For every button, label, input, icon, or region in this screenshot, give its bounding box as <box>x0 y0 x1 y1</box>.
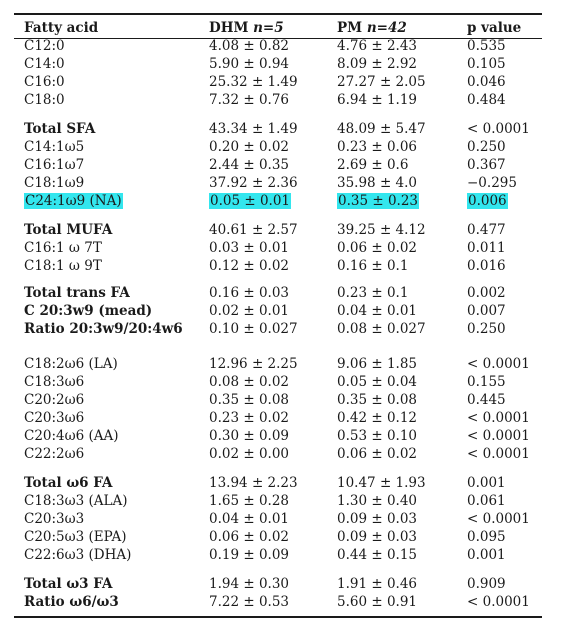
row-dhm-text: 0.30 ± 0.09 <box>209 428 290 444</box>
row-label-text: C18:2ω6 (LA) <box>24 356 118 372</box>
row-pm-text: 48.09 ± 5.47 <box>337 121 426 137</box>
row-dhm-text: 4.08 ± 0.82 <box>209 38 290 54</box>
row-dhm-text: 0.06 ± 0.02 <box>209 529 290 545</box>
row-pm-text: 0.09 ± 0.03 <box>337 529 418 545</box>
row-dhm <box>209 303 289 320</box>
row-dhm <box>209 576 289 593</box>
row-pm-text: 8.09 ± 2.92 <box>337 56 418 72</box>
row-label-text: C20:3ω3 <box>24 511 85 527</box>
row-label-text: C20:3ω6 <box>24 410 85 426</box>
row-dhm <box>209 38 289 55</box>
row-p-value <box>467 38 506 55</box>
row-dhm-text: 7.32 ± 0.76 <box>209 92 290 108</box>
row-pm-text: 0.06 ± 0.02 <box>337 240 418 256</box>
row-p-value <box>467 392 506 409</box>
row-p-value <box>467 576 506 593</box>
row-p-value-text: < 0.0001 <box>467 446 530 462</box>
row-p-value <box>467 446 530 463</box>
row-dhm-text: 0.35 ± 0.08 <box>209 392 290 408</box>
row-p-value-text: 0.001 <box>467 475 506 491</box>
row-dhm <box>209 258 289 275</box>
row-pm <box>337 303 417 320</box>
row-pm-text: 39.25 ± 4.12 <box>337 222 426 238</box>
row-p-value <box>467 157 506 174</box>
row-dhm-text: 0.08 ± 0.02 <box>209 374 290 390</box>
row-dhm <box>209 392 289 409</box>
row-pm <box>337 529 417 546</box>
row-p-value-text: 0.477 <box>467 222 506 238</box>
row-label <box>24 547 131 564</box>
row-dhm-text: 25.32 ± 1.49 <box>209 74 298 90</box>
row-pm <box>337 410 417 427</box>
table-bottom-rule <box>14 616 542 618</box>
row-p-value-text: 0.250 <box>467 139 506 155</box>
row-dhm <box>209 285 289 302</box>
row-pm-text: 4.76 ± 2.43 <box>337 38 418 54</box>
row-p-value-text: < 0.0001 <box>467 121 530 137</box>
row-pm <box>337 446 417 463</box>
row-p-value <box>467 92 506 109</box>
row-pm-text: 0.16 ± 0.1 <box>337 258 409 274</box>
row-pm <box>337 240 417 257</box>
row-label-text: Ratio 20:3w9/20:4w6 <box>24 321 183 337</box>
row-dhm-text: 1.65 ± 0.28 <box>209 493 290 509</box>
row-dhm <box>209 121 298 138</box>
header-fatty-acid: Fatty acid <box>24 20 99 36</box>
row-p-value-text: 0.001 <box>467 547 506 563</box>
row-dhm-text: 12.96 ± 2.25 <box>209 356 298 372</box>
row-pm <box>337 493 417 510</box>
row-pm-text: 0.42 ± 0.12 <box>337 410 418 426</box>
row-label <box>24 511 84 528</box>
row-dhm <box>209 356 298 373</box>
row-dhm-text: 0.03 ± 0.01 <box>209 240 290 256</box>
row-label <box>24 576 113 593</box>
row-pm <box>337 428 417 445</box>
row-p-value-text: 0.002 <box>467 285 506 301</box>
row-label <box>24 303 152 320</box>
row-pm <box>337 258 408 275</box>
row-dhm-text: 0.12 ± 0.02 <box>209 258 290 274</box>
row-p-value <box>467 493 506 510</box>
row-label <box>24 493 128 510</box>
row-p-value-text: 0.061 <box>467 493 506 509</box>
row-label <box>24 374 84 391</box>
row-dhm-text: 0.19 ± 0.09 <box>209 547 290 563</box>
row-p-value-text: 0.250 <box>467 321 506 337</box>
row-pm <box>337 121 426 138</box>
row-dhm-text: 0.23 ± 0.02 <box>209 410 290 426</box>
row-p-value-text: 0.105 <box>467 56 506 72</box>
row-p-value-text: < 0.0001 <box>467 594 530 610</box>
row-label <box>24 392 84 409</box>
row-label-text: Ratio ω6/ω3 <box>24 594 119 610</box>
row-pm <box>337 38 417 55</box>
row-label <box>24 175 84 192</box>
row-label <box>24 139 84 156</box>
row-label <box>24 56 65 73</box>
row-label <box>24 258 102 275</box>
row-dhm-text: 0.05 ± 0.01 <box>210 193 291 209</box>
row-dhm-text: 0.02 ± 0.00 <box>209 446 290 462</box>
row-dhm <box>209 410 289 427</box>
header-dhm <box>209 20 284 37</box>
row-dhm-text: 40.61 ± 2.57 <box>209 222 298 238</box>
row-label-text: C22:2ω6 <box>24 446 85 462</box>
row-dhm <box>209 74 298 91</box>
row-p-value-text: 0.484 <box>467 92 506 108</box>
row-label-text: Total SFA <box>24 121 96 137</box>
row-pm-text: 27.27 ± 2.05 <box>337 74 426 90</box>
row-label-text: C12:0 <box>24 38 65 54</box>
row-p-value <box>467 121 530 138</box>
row-p-value-text: 0.016 <box>467 258 506 274</box>
row-p-value-text: < 0.0001 <box>467 428 530 444</box>
row-label-text: C22:6ω3 (DHA) <box>24 547 132 563</box>
row-p-value-text: < 0.0001 <box>467 410 530 426</box>
row-label <box>24 475 113 492</box>
row-dhm-text: 37.92 ± 2.36 <box>209 175 298 191</box>
row-p-value <box>467 285 506 302</box>
row-pm-text: 0.09 ± 0.03 <box>337 511 418 527</box>
row-dhm <box>209 529 289 546</box>
row-dhm <box>209 222 298 239</box>
row-label-text: Total trans FA <box>24 285 130 301</box>
row-pm <box>337 392 417 409</box>
row-label-text: C18:1 ω 9T <box>24 258 102 274</box>
row-pm <box>337 356 417 373</box>
row-dhm <box>209 92 289 109</box>
row-dhm-text: 0.02 ± 0.01 <box>209 303 290 319</box>
row-label-text: C20:4ω6 (AA) <box>24 428 119 444</box>
row-dhm-text: 2.44 ± 0.35 <box>209 157 290 173</box>
row-pm-text: 0.06 ± 0.02 <box>337 446 418 462</box>
row-pm-text: 35.98 ± 4.0 <box>337 175 418 191</box>
row-pm-text: 0.04 ± 0.01 <box>337 303 418 319</box>
row-label-text: C18:3ω6 <box>24 374 85 390</box>
row-pm-text: 10.47 ± 1.93 <box>337 475 426 491</box>
row-label <box>24 38 65 55</box>
row-label-text: Total MUFA <box>24 222 113 238</box>
row-pm-text: 9.06 ± 1.85 <box>337 356 418 372</box>
row-pm-text: 1.30 ± 0.40 <box>337 493 418 509</box>
row-pm-text: 1.91 ± 0.46 <box>337 576 418 592</box>
row-p-value-text: 0.007 <box>467 303 506 319</box>
row-dhm <box>209 547 289 564</box>
row-pm <box>337 576 417 593</box>
row-p-value <box>467 222 506 239</box>
row-dhm <box>209 374 289 391</box>
row-p-value-text: 0.445 <box>467 392 506 408</box>
row-pm <box>337 285 408 302</box>
row-dhm <box>209 56 289 73</box>
row-label <box>24 222 112 239</box>
row-p-value <box>467 410 530 427</box>
header-pm-n: n=42 <box>366 20 407 36</box>
header-pm-label: PM <box>337 20 363 36</box>
row-label-text: C24:1ω9 (NA) <box>25 193 122 209</box>
row-dhm <box>209 175 298 192</box>
row-dhm <box>209 511 289 528</box>
row-p-value <box>467 139 506 156</box>
header-pm <box>337 20 407 37</box>
row-pm <box>337 321 426 338</box>
row-pm <box>337 511 417 528</box>
row-label <box>24 594 119 611</box>
row-pm <box>337 74 426 91</box>
row-p-value <box>467 175 517 192</box>
header-dhm-label: DHM <box>209 20 249 36</box>
row-label-text: C18:1ω9 <box>24 175 85 191</box>
row-label <box>24 446 84 463</box>
row-p-value <box>467 321 506 338</box>
row-pm-text: 0.05 ± 0.04 <box>337 374 418 390</box>
row-dhm <box>209 594 289 611</box>
row-pm-text: 0.44 ± 0.15 <box>337 547 418 563</box>
row-dhm-text: 1.94 ± 0.30 <box>209 576 290 592</box>
row-p-value <box>467 303 506 320</box>
row-pm <box>337 594 417 611</box>
row-pm-text: 6.94 ± 1.19 <box>337 92 418 108</box>
row-p-value <box>467 529 506 546</box>
row-p-value-text: 0.006 <box>468 193 507 209</box>
row-dhm <box>209 321 298 338</box>
row-pm-text: 0.35 ± 0.08 <box>337 392 418 408</box>
row-dhm <box>209 493 289 510</box>
row-p-value <box>467 356 530 373</box>
row-label-text: Total ω6 FA <box>24 475 113 491</box>
row-p-value <box>467 56 506 73</box>
row-p-value-text: −0.295 <box>467 175 517 191</box>
row-label <box>24 92 65 109</box>
row-label <box>24 240 102 257</box>
row-p-value <box>467 240 506 257</box>
row-dhm <box>209 193 291 210</box>
row-dhm-text: 5.90 ± 0.94 <box>209 56 290 72</box>
row-p-value-text: 0.535 <box>467 38 506 54</box>
row-p-value-text: 0.011 <box>467 240 506 256</box>
row-pm <box>337 193 419 210</box>
row-dhm-text: 13.94 ± 2.23 <box>209 475 298 491</box>
row-p-value <box>467 594 530 611</box>
row-label <box>24 157 84 174</box>
row-pm-text: 0.23 ± 0.06 <box>337 139 418 155</box>
header-p-value: p value <box>467 20 522 36</box>
row-pm-text: 2.69 ± 0.6 <box>337 157 409 173</box>
row-dhm <box>209 240 289 257</box>
row-p-value-text: 0.155 <box>467 374 506 390</box>
row-label-text: C20:5ω3 (EPA) <box>24 529 127 545</box>
row-label-text: C18:3ω3 (ALA) <box>24 493 128 509</box>
row-dhm <box>209 157 289 174</box>
row-p-value-text: 0.046 <box>467 74 506 90</box>
row-pm-text: 0.35 ± 0.23 <box>338 193 419 209</box>
row-label <box>24 285 130 302</box>
row-dhm-text: 43.34 ± 1.49 <box>209 121 298 137</box>
row-p-value <box>467 258 506 275</box>
row-dhm-text: 7.22 ± 0.53 <box>209 594 290 610</box>
row-dhm-text: 0.16 ± 0.03 <box>209 285 290 301</box>
row-label <box>24 321 183 338</box>
row-dhm-text: 0.10 ± 0.027 <box>209 321 298 337</box>
row-p-value <box>467 74 506 91</box>
row-label <box>24 193 123 210</box>
row-pm <box>337 92 417 109</box>
row-p-value <box>467 374 506 391</box>
row-pm <box>337 175 417 192</box>
row-pm <box>337 157 408 174</box>
row-label <box>24 74 65 91</box>
row-p-value-text: 0.909 <box>467 576 506 592</box>
row-label-text: C16:1ω7 <box>24 157 85 173</box>
row-label-text: C 20:3w9 (mead) <box>24 303 153 319</box>
row-label-text: C14:1ω5 <box>24 139 85 155</box>
row-p-value <box>467 193 508 210</box>
row-label-text: C16:0 <box>24 74 65 90</box>
header-dhm-n: n=5 <box>253 20 284 36</box>
row-pm <box>337 547 417 564</box>
row-p-value <box>467 547 506 564</box>
row-label <box>24 356 118 373</box>
row-label <box>24 529 127 546</box>
row-label-text: Total ω3 FA <box>24 576 113 592</box>
row-dhm-text: 0.20 ± 0.02 <box>209 139 290 155</box>
row-p-value <box>467 511 530 528</box>
row-pm-text: 5.60 ± 0.91 <box>337 594 418 610</box>
row-label <box>24 410 84 427</box>
row-label <box>24 121 95 138</box>
row-dhm <box>209 428 289 445</box>
row-pm <box>337 139 417 156</box>
row-p-value-text: 0.095 <box>467 529 506 545</box>
row-pm-text: 0.53 ± 0.10 <box>337 428 418 444</box>
row-label-text: C20:2ω6 <box>24 392 85 408</box>
row-p-value-text: 0.367 <box>467 157 506 173</box>
row-dhm-text: 0.04 ± 0.01 <box>209 511 290 527</box>
row-pm-text: 0.23 ± 0.1 <box>337 285 409 301</box>
row-pm <box>337 475 426 492</box>
row-pm <box>337 56 417 73</box>
row-label <box>24 428 119 445</box>
row-label-text: C16:1 ω 7T <box>24 240 102 256</box>
row-dhm <box>209 139 289 156</box>
row-pm <box>337 374 417 391</box>
row-p-value-text: < 0.0001 <box>467 511 530 527</box>
row-dhm <box>209 446 289 463</box>
row-p-value-text: < 0.0001 <box>467 356 530 372</box>
row-pm <box>337 222 426 239</box>
row-dhm <box>209 475 298 492</box>
row-label-text: C14:0 <box>24 56 65 72</box>
row-pm-text: 0.08 ± 0.027 <box>337 321 426 337</box>
table-top-rule <box>14 13 542 15</box>
row-label-text: C18:0 <box>24 92 65 108</box>
row-p-value <box>467 475 506 492</box>
row-p-value <box>467 428 530 445</box>
